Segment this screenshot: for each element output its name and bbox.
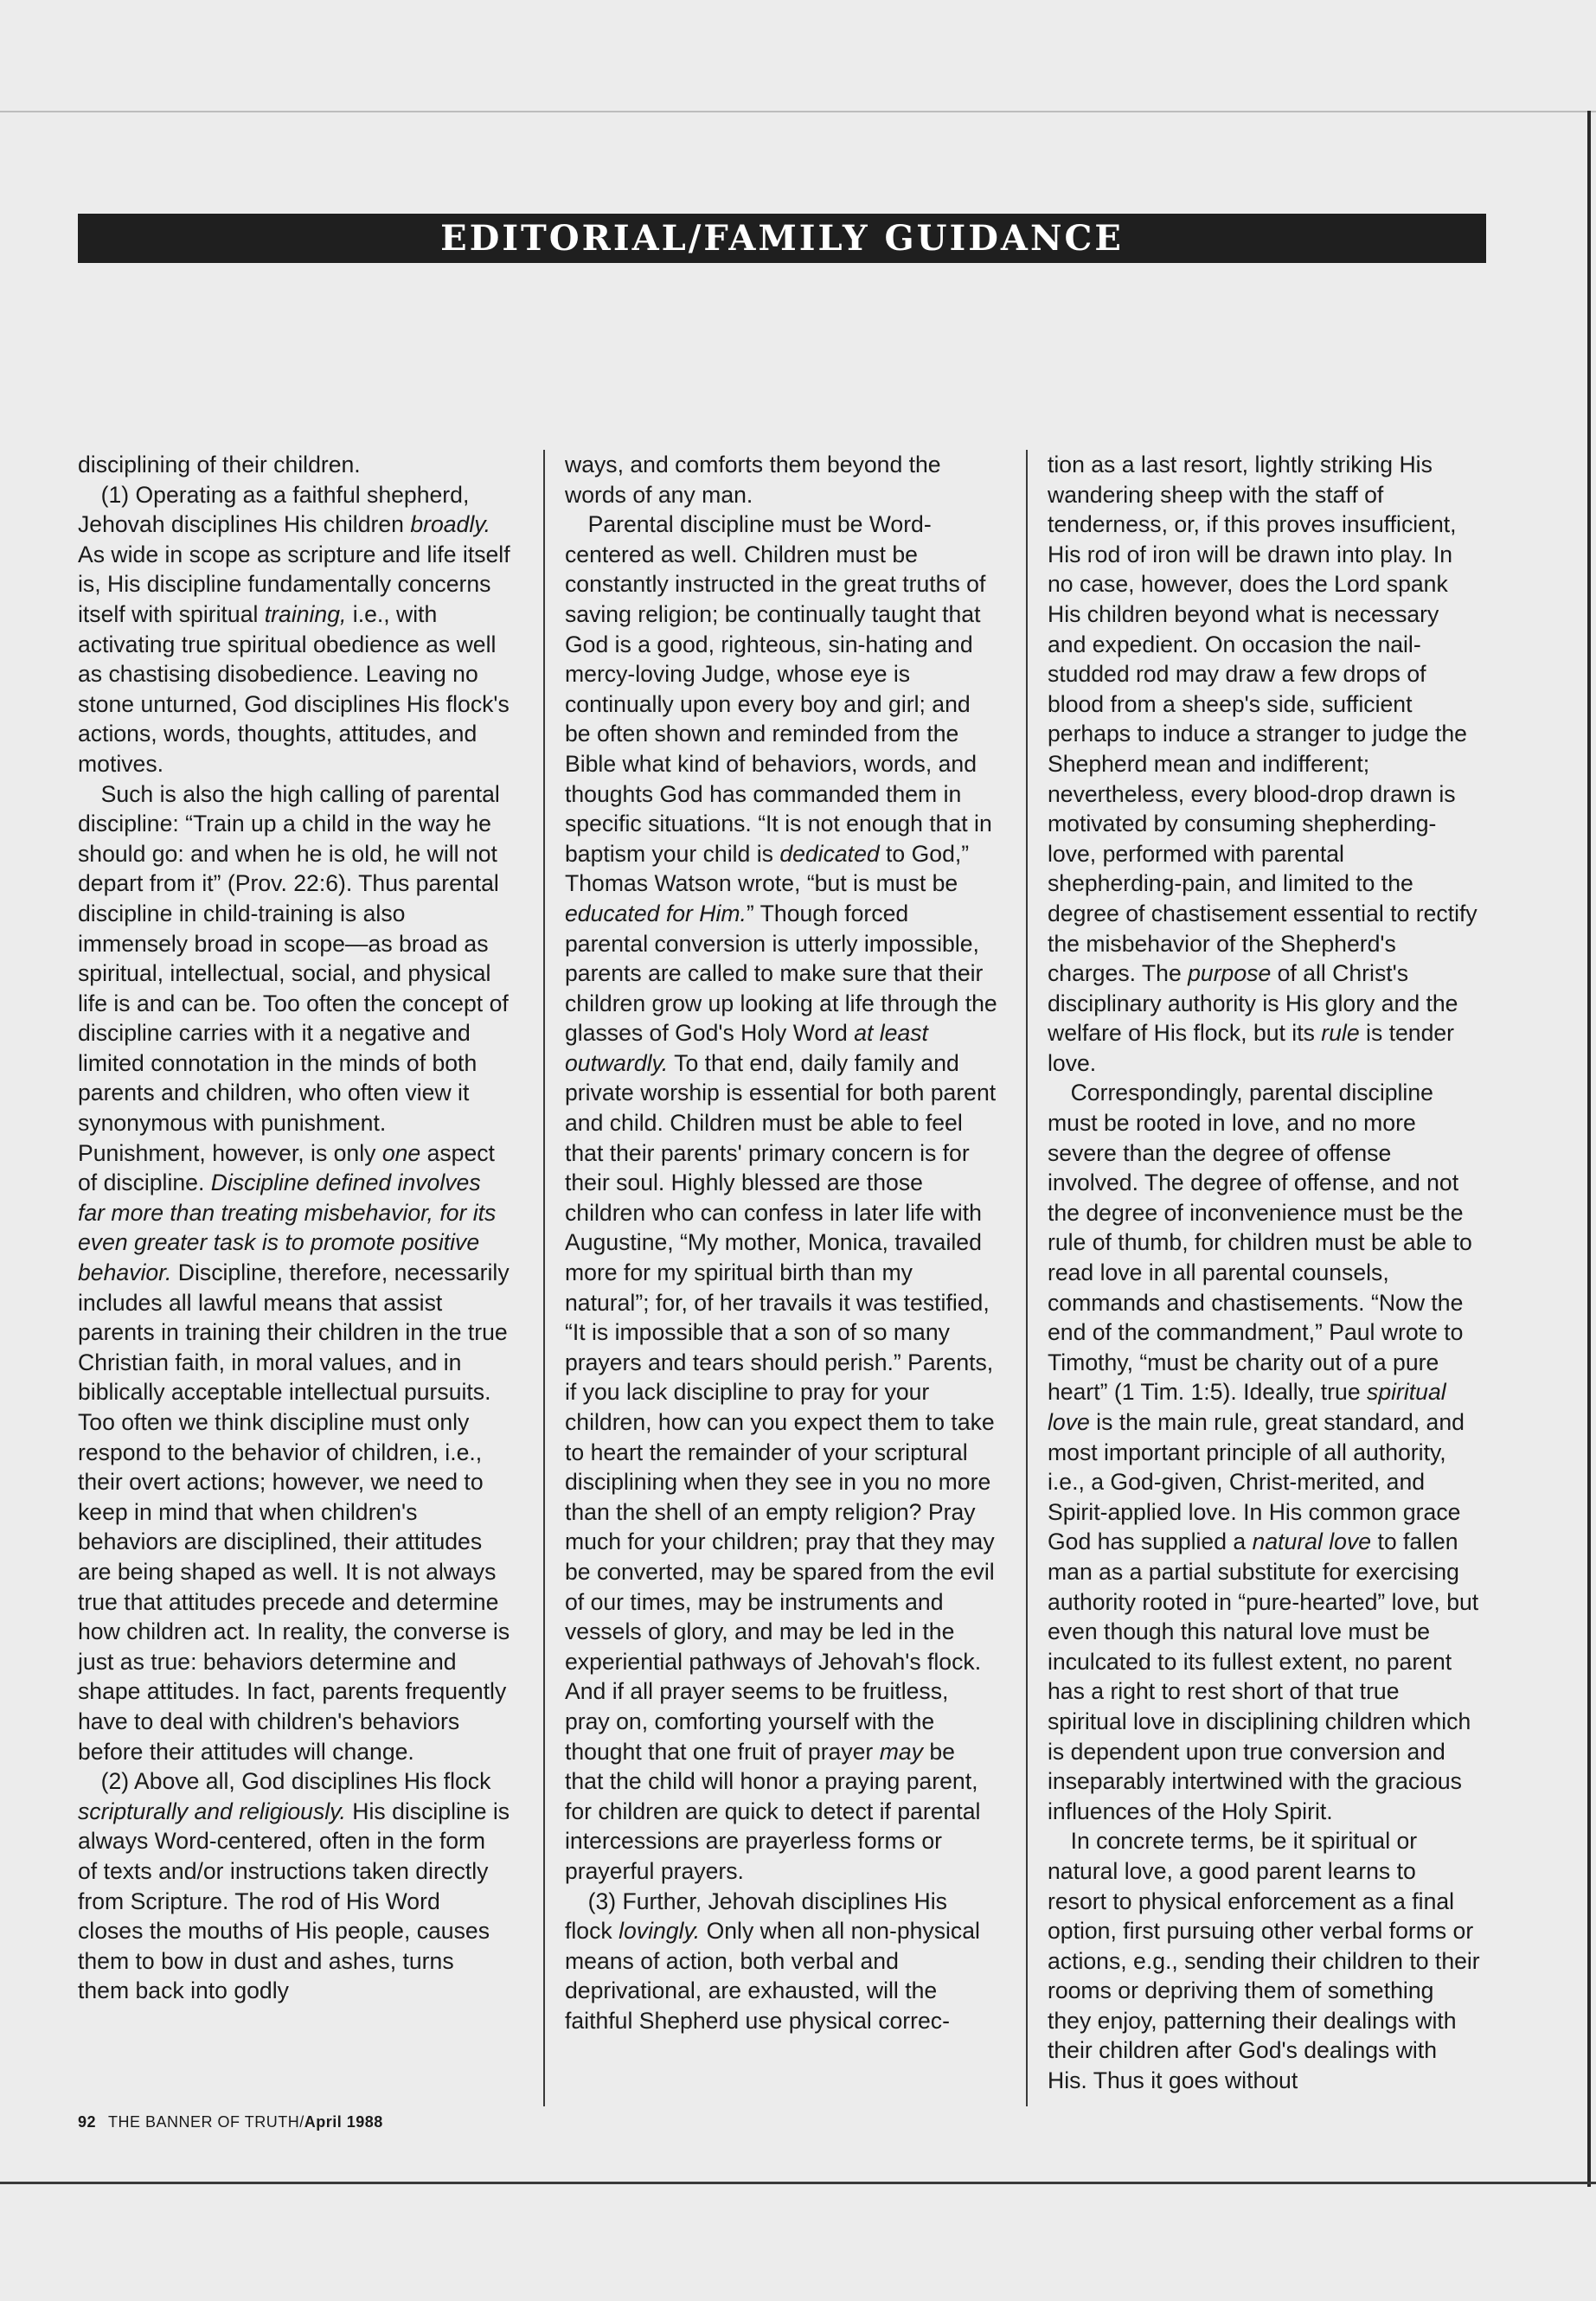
text-column-2	[565, 450, 997, 2035]
text: to fallen man as a partial substitute for exercising authority rooted in “pure-hearted” love, but even though this natural love must be inculcated to its fullest extent, no parent has a right to rest short of that true spiritual love in disciplining children which is dependent upon true conversion and inseparably intertwined with the gracious influences of the Holy Spirit.	[1048, 1529, 1479, 1824]
section-title: EDITORIAL/FAMILY GUIDANCE	[440, 218, 1124, 259]
text-column-3	[1048, 450, 1480, 2096]
section-banner	[78, 214, 1486, 263]
text: To that end, daily family and private worship is essential for both parent and child. Children must be able to feel that their parents' primary concern is for their soul. Highly blessed are those children who can confess in later life with Augustine, “My mother, Monica, travailed more for my spiritual birth than my natural”; for, of her travails it was testified, “It is impossible that a son of so many prayers and tears should perish.” Parents, if you lack discipline to pray for your children, how can you expect them to take to heart the remainder of your scriptural disciplining when they see in you no more than the shell of an empty religion? Pray much for your children; pray that they may be converted, may be spared from the evil of our times, may be instruments and vessels of glory, and may be led in the experiential pathways of Jehovah's flock. And if all prayer seems to be fruitless, pray on, comforting yourself with the thought that one fruit of prayer	[565, 1049, 997, 1765]
emphasis: one	[381, 1139, 421, 1166]
paragraph	[78, 1766, 510, 2006]
paragraph	[1048, 1826, 1480, 2095]
text: Discipline, therefore, necessarily includes all lawful means that assist parents in training their children in the true Christian faith, in moral values, and in biblically acceptable intellectual pursuits. Too often we think discipline must only respond to the behavior of children, i.e., their overt actions; however, we need to keep in mind that when children's behaviors are disciplined, their attitudes are being shaped as well. It is not always true that attitudes precede and determine how children act. In reality, the converse is just as true: behaviors determine and shape attitudes. In fact, parents frequently have to deal with children's behaviors before their attitudes will change.	[78, 1259, 510, 1765]
emphasis: dedicated	[779, 840, 880, 867]
column-divider	[543, 450, 545, 2106]
emphasis: scripturally and religiously.	[78, 1798, 346, 1824]
emphasis: spiritual love	[1048, 1379, 1446, 1435]
emphasis: at least outwardly.	[565, 1020, 928, 1076]
paragraph	[1048, 450, 1480, 1078]
paragraph	[565, 1887, 997, 2036]
text: (1) Operating as a faithful shepherd, Jehovah disciplines His children	[78, 481, 470, 538]
column-divider	[1026, 450, 1028, 2106]
text: Correspondingly, parental discipline must be rooted in love, and no more severe than the degree of offense involved. The degree of offense, and not the degree of inconvenience must be the rule of thumb, for children must be able to read love in all parental counsels, commands and chastisements. “Now the end of the commandment,” Paul wrote to Timothy, “must be charity out of a pure heart” (1 Tim. 1:5). Ideally, true	[1048, 1080, 1472, 1406]
text: disciplining of their children.	[78, 452, 361, 478]
text-column-1	[78, 450, 510, 2006]
emphasis: purpose	[1188, 960, 1272, 987]
page-number: 92	[78, 2113, 97, 2131]
text: Only when all non-physical means of action, both verbal and deprivational, are exhausted, will the faithful Shepherd use physical correc-	[565, 1918, 980, 2034]
publication-name: THE BANNER OF TRUTH	[108, 2113, 300, 2131]
emphasis: may	[879, 1738, 923, 1765]
footer-separator: /	[299, 2113, 304, 2131]
text: Such is also the high calling of parental discipline: “Train up a child in the way he should go: and when he is old, he will not depart from it” (Prov. 22:6). Thus parental discipline in child-training is also immensely broad in scope—as broad as spiritual, intellectual, social, and physical life is and can be. Too often the concept of discipline carries with it a negative and limited connotation in the minds of both parents and children, who often view it synonymous with punishment. Punishment, however, is only	[78, 780, 509, 1166]
text: (2) Above all, God disciplines His flock	[100, 1768, 491, 1795]
text: As wide in scope as scripture and life itself is, His discipline fundamentally concerns itself with spiritual	[78, 541, 510, 627]
text: i.e., with activating true spiritual obedience as well as chastising disobedience. Leaving no stone unturned, God disciplines His flock's actions, words, thoughts, attitudes, and motives.	[78, 600, 510, 777]
issue-date: April 1988	[304, 2113, 383, 2131]
emphasis: Discipline defined involves far more than treating misbehavior, for its even greater task is to promote positive behavior.	[78, 1170, 497, 1286]
paragraph	[565, 510, 997, 1886]
emphasis: natural love	[1252, 1529, 1372, 1555]
text: is tender love.	[1048, 1020, 1455, 1076]
emphasis: training,	[264, 600, 347, 627]
paragraph	[78, 779, 510, 1767]
page-footer	[78, 2113, 383, 2131]
emphasis: broadly.	[410, 511, 490, 538]
text: tion as a last resort, lightly striking His wandering sheep with the staff of tenderness, or, if this proves insufficient, His rod of iron will be drawn into play. In no case, however, does the Lord spank His children beyond what is necessary and expedient. On occasion the nail-studded rod may draw a few drops of blood from a sheep's side, sufficient perhaps to induce a stranger to judge the Shepherd mean and indifferent; nevertheless, every blood-drop drawn is motivated by consuming shepherding-love, performed with parental shepherding-pain, and limited to the degree of chastisement essential to rectify the misbehavior of the Shepherd's charges. The	[1048, 452, 1477, 987]
paragraph	[78, 480, 510, 779]
text: be that the child will honor a praying parent, for children are quick to detect if parental intercessions are prayerless forms or prayerful prayers.	[565, 1738, 981, 1884]
text: ways, and comforts them beyond the words of any man.	[565, 452, 941, 508]
text: ” Though forced parental conversion is utterly impossible, parents are called to make sure that their children grow up looking at life through the glasses of God's Holy Word	[565, 900, 997, 1047]
text: aspect of discipline.	[78, 1139, 495, 1196]
text: His discipline is always Word-centered, often in the form of texts and/or instructions taken directly from Scripture. The rod of His Word closes the mouths of His people, causes them to bow in dust and ashes, turns them back into godly	[78, 1798, 510, 2004]
emphasis: lovingly.	[619, 1918, 701, 1945]
text: to God,” Thomas Watson wrote, “but is must be	[565, 840, 970, 897]
text: of all Christ's disciplinary authority is His glory and the welfare of His flock, but its	[1048, 960, 1458, 1047]
paragraph	[565, 450, 997, 510]
text: (3) Further, Jehovah disciplines His flock	[565, 1888, 947, 1945]
page-edge-right	[1587, 111, 1591, 2187]
text: In concrete terms, be it spiritual or natural love, a good parent learns to resort to physical enforcement as a final option, first pursuing other verbal forms or actions, e.g., sending their children to their rooms or depriving them of something they enjoy, patterning their dealings with their children after God's dealings with His. Thus it goes without	[1048, 1828, 1480, 2094]
text: Parental discipline must be Word-centered as well. Children must be constantly instructed in the great truths of saving religion; be continually taught that God is a good, righteous, sin-hating and mercy-loving Judge, whose eye is continually upon every boy and girl; and be often shown and reminded from the Bible what kind of behaviors, words, and thoughts God has commanded them in specific situations. “It is not enough that in baptism your child is	[565, 511, 992, 867]
paragraph	[1048, 1078, 1480, 1826]
emphasis: rule	[1321, 1020, 1360, 1047]
page-edge-top	[0, 111, 1596, 112]
text: is the main rule, great standard, and most important principle of all authority, i.e., a God-given, Christ-merited, and Spirit-applied love. In His common grace God has supplied a	[1048, 1409, 1465, 1555]
page-edge-bottom	[0, 2182, 1596, 2184]
emphasis: educated for Him.	[565, 900, 747, 926]
paragraph	[78, 450, 510, 480]
